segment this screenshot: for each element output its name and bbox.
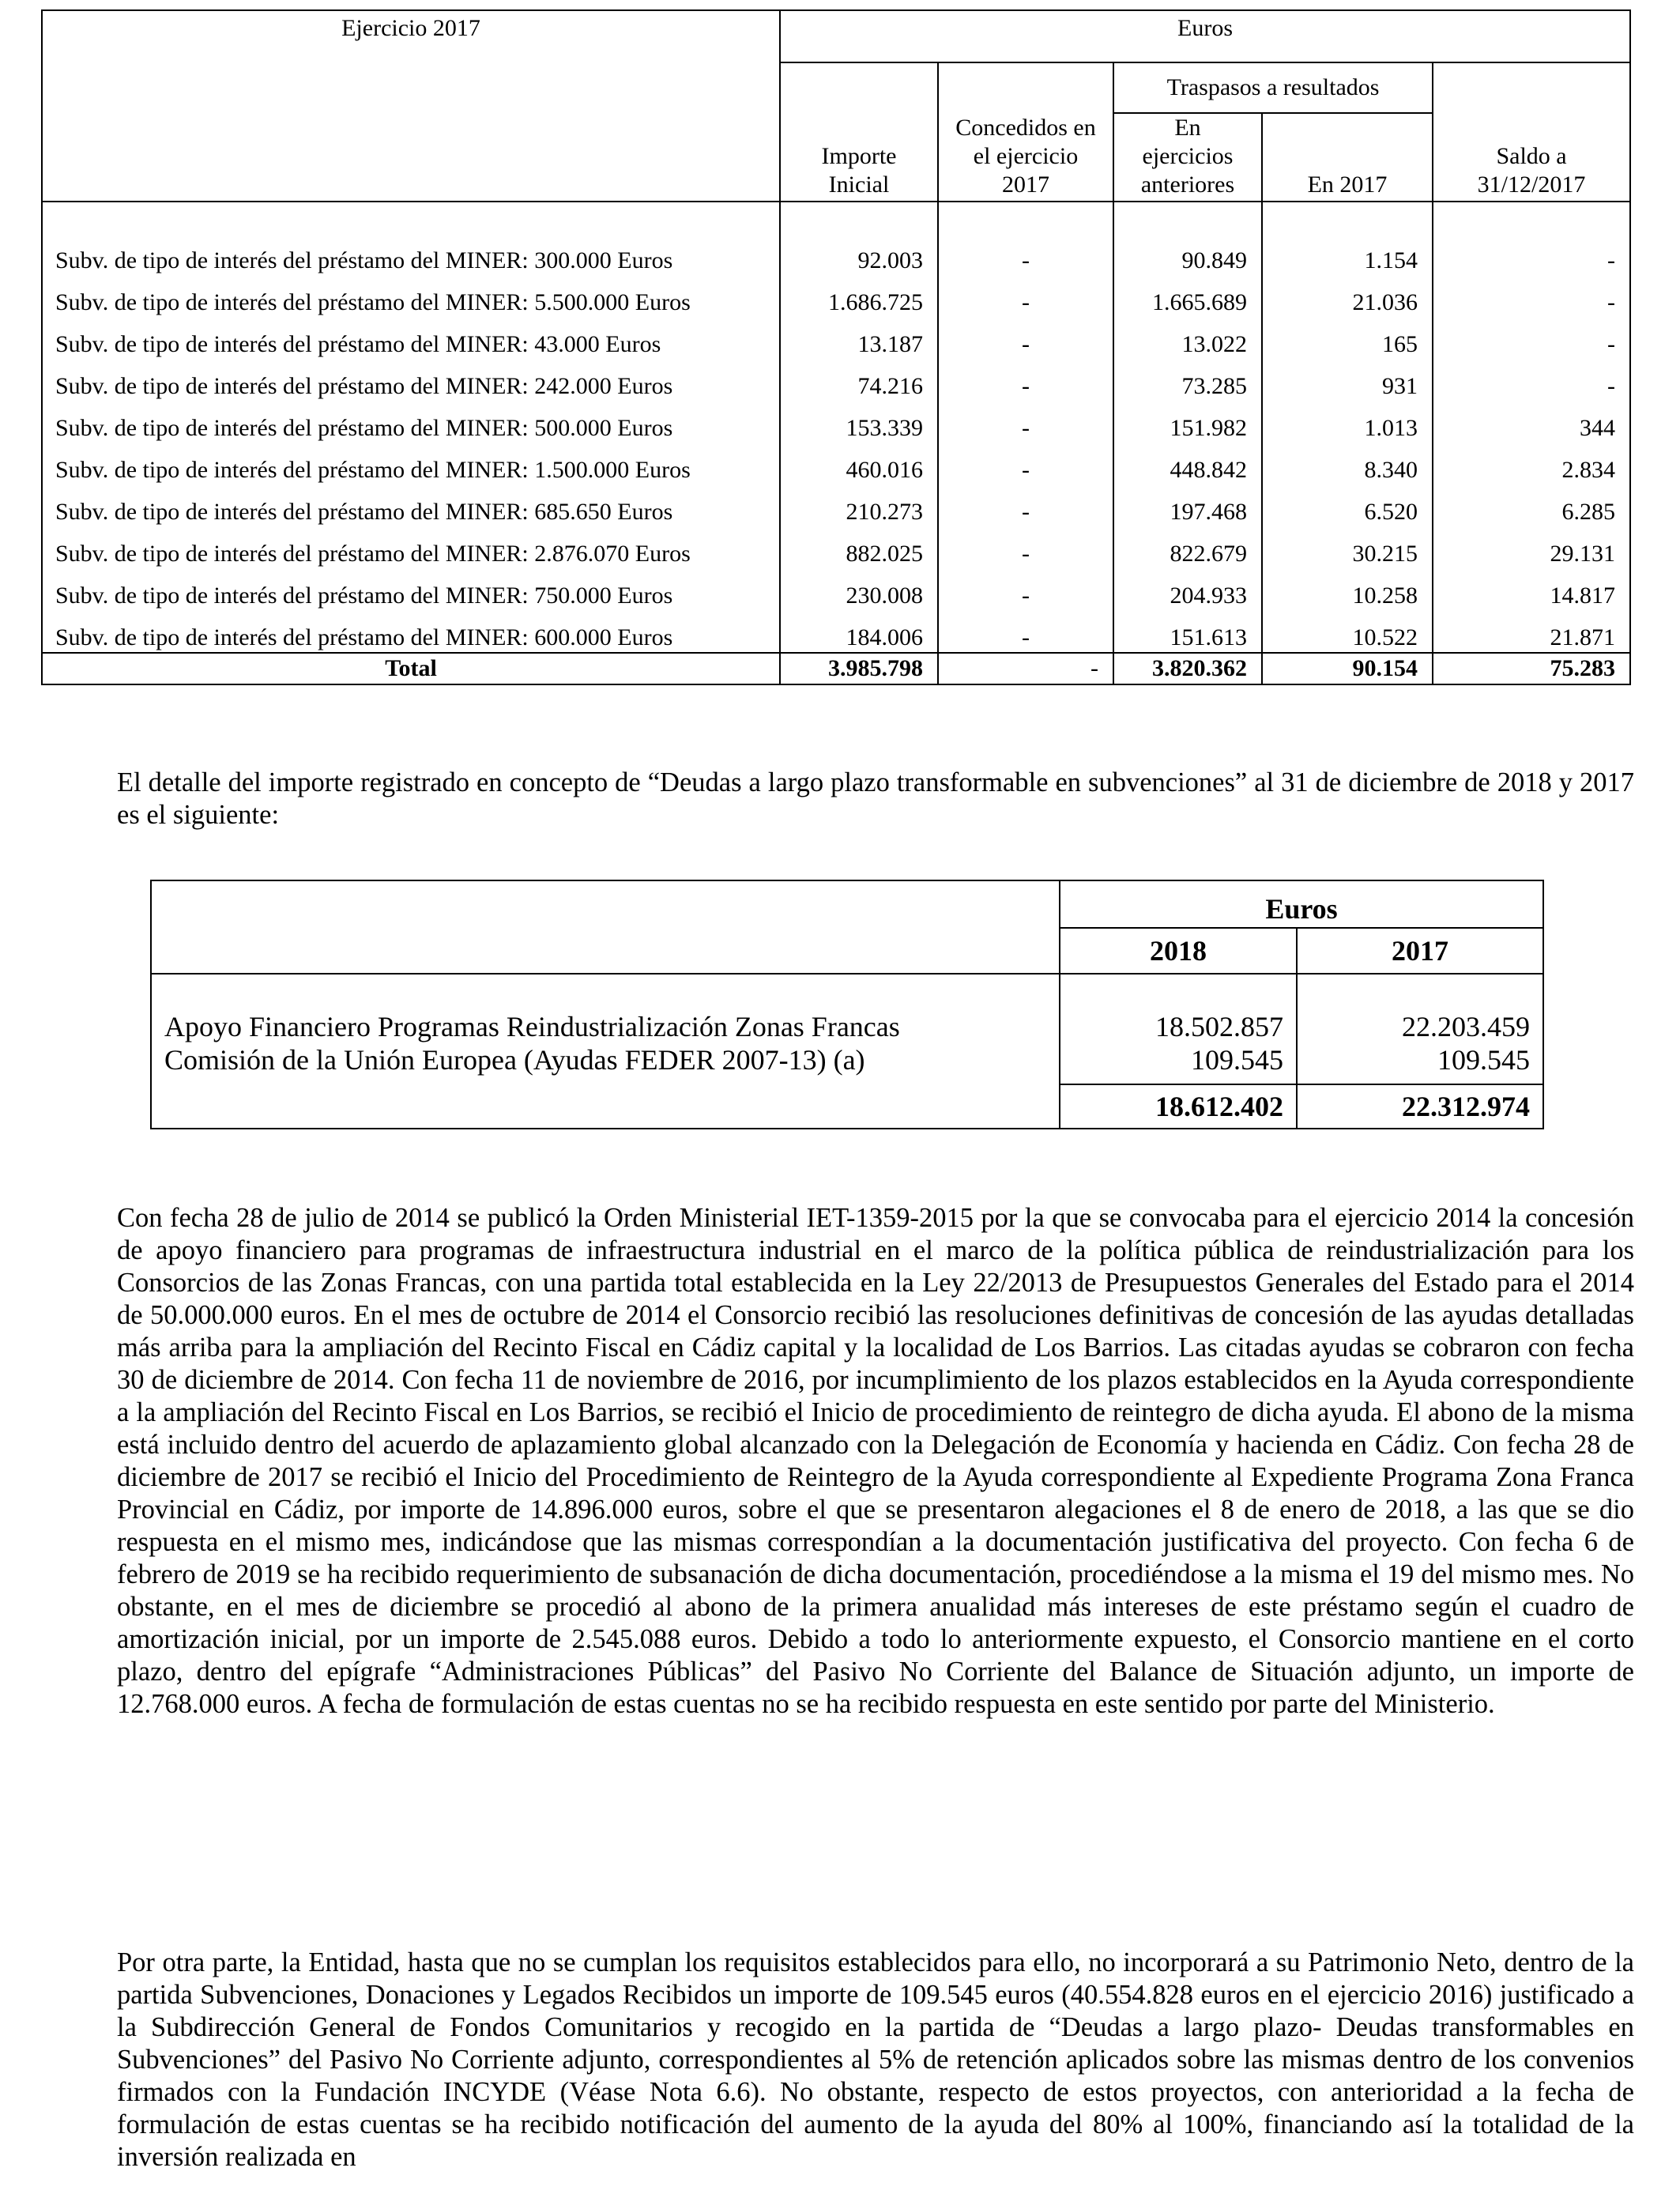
table-row: Subv. de tipo de interés del préstamo del MINER: 2.876.070 Euros 882.025 - 822.679 30.215 29.131 (42, 526, 1630, 568)
col-concedidos: Concedidos en el ejercicio 2017 (938, 62, 1113, 202)
table-row: Subv. de tipo de interés del préstamo del MINER: 685.650 Euros 210.273 - 197.468 6.520 6.285 (42, 484, 1630, 526)
table-row: Apoyo Financiero Programas Reindustrialización Zonas Francas 18.502.857 22.203.459 (151, 974, 1543, 1043)
col-2017: 2017 (1297, 928, 1543, 974)
col-ejercicios-anteriores: En ejercicios anteriores (1113, 113, 1262, 202)
table-total-row: Total 3.985.798 - 3.820.362 90.154 75.283 (42, 653, 1630, 684)
col-importe-inicial: Importe Inicial (780, 62, 938, 202)
table2-currency-header: Euros (1060, 880, 1543, 928)
debts-table (150, 880, 1544, 1129)
table1-title: Ejercicio 2017 (42, 10, 780, 202)
table-row: Subv. de tipo de interés del préstamo del MINER: 300.000 Euros 92.003 - 90.849 1.154 - (42, 233, 1630, 275)
col-2018: 2018 (1060, 928, 1297, 974)
subsidies-table-2017 (41, 9, 1631, 685)
table-row: Subv. de tipo de interés del préstamo del MINER: 600.000 Euros 184.006 - 151.613 10.522 21.871 (42, 610, 1630, 653)
col-saldo: Saldo a 31/12/2017 (1433, 62, 1630, 202)
table-row: Subv. de tipo de interés del préstamo del MINER: 43.000 Euros 13.187 - 13.022 165 - (42, 317, 1630, 359)
table-row: Subv. de tipo de interés del préstamo del MINER: 500.000 Euros 153.339 - 151.982 1.013 344 (42, 401, 1630, 443)
col-group-traspasos: Traspasos a resultados (1113, 62, 1433, 113)
table1-currency-header: Euros (780, 10, 1630, 62)
intro-paragraph: El detalle del importe registrado en concepto de “Deudas a largo plazo transformable en subvenciones” al 31 de diciembre de 2018 y 2017 es el siguiente: (117, 767, 1634, 830)
table-row: Comisión de la Unión Europea (Ayudas FEDER 2007-13) (a) 109.545 109.545 (151, 1043, 1543, 1084)
table-row: Subv. de tipo de interés del préstamo del MINER: 242.000 Euros 74.216 - 73.285 931 - (42, 359, 1630, 401)
table-row: Subv. de tipo de interés del préstamo del MINER: 1.500.000 Euros 460.016 - 448.842 8.340 2.834 (42, 443, 1630, 484)
table-row: Subv. de tipo de interés del préstamo del MINER: 5.500.000 Euros 1.686.725 - 1.665.689 21.036 - (42, 275, 1630, 317)
body-paragraph-patrimonio: Por otra parte, la Entidad, hasta que no se cumplan los requisitos establecidos para ello, no incorporará a su Patrimonio Neto, dentro de la partida Subvenciones, Donaciones y Legados Recibidos un importe de 109.545 euros (40.554.828 euros en el ejercicio 2016) justificado a la Subdirección General de Fondos Comunitarios y recogido en la partida de “Deudas a largo plazo- Deudas transformables en Subvenciones” del Pasivo No Corriente adjunto, correspondientes al 5% de retención aplicados sobre las mismas dentro de los convenios firmados con la Fundación INCYDE (Véase Nota 6.6). No obstante, respecto de estos proyectos, con anterioridad a la fecha de formulación de estas cuentas se ha recibido notificación del aumento de la ayuda del 80% al 100%, financiando así la totalidad de la inversión realizada en (117, 1947, 1634, 2172)
body-paragraph-reindustrialization: Con fecha 28 de julio de 2014 se publicó la Orden Ministerial IET-1359-2015 por la que se convocaba para el ejercicio 2014 la concesión de apoyo financiero para programas de infraestructura industrial en el marco de la política pública de reindustrialización para los Consorcios de las Zonas Francas, con una partida total establecida en la Ley 22/2013 de Presupuestos Generales del Estado para el 2014 de 50.000.000 euros. En el mes de octubre de 2014 el Consorcio recibió las resoluciones definitivas de concesión de las ayudas detalladas más arriba para la ampliación del Recinto Fiscal en Cádiz capital y la localidad de Los Barrios. Las citadas ayudas se cobraron con fecha 30 de diciembre de 2014. Con fecha 11 de noviembre de 2016, por incumplimiento de los plazos establecidos en la Ayuda correspondiente a la ampliación del Recinto Fiscal en Los Barrios, se recibió el Inicio de procedimiento de reintegro de dicha ayuda. El abono de la misma está incluido dentro del acuerdo de aplazamiento global alcanzado con la Delegación de Economía y hacienda en Cádiz. Con fecha 28 de diciembre de 2017 se recibió el Inicio del Procedimiento de Reintegro de la Ayuda correspondiente al Expediente Programa Zona Franca Provincial en Cádiz, por importe de 14.896.000 euros, sobre el que se presentaron alegaciones el 8 de enero de 2018, a las que se dio respuesta en el mismo mes, indicándose que las mismas correspondían a la documentación justificativa del proyecto. Con fecha 6 de febrero de 2019 se ha recibido requerimiento de subsanación de dicha documentación, procediéndose a la misma el 19 del mismo mes. No obstante, en el mes de diciembre se procedió al abono de la primera anualidad más intereses de este préstamo según el cuadro de amortización inicial, por un importe de 2.545.088 euros. Debido a todo lo anteriormente expuesto, el Consorcio mantiene en el corto plazo, dentro del epígrafe “Administraciones Públicas” del Pasivo No Corriente del Balance de Situación adjunto, un importe de 12.768.000 euros. A fecha de formulación de estas cuentas no se ha recibido respuesta en este sentido por parte del Ministerio. (117, 1203, 1634, 1719)
col-en-2017: En 2017 (1262, 113, 1433, 202)
table-row: Subv. de tipo de interés del préstamo del MINER: 750.000 Euros 230.008 - 204.933 10.258 14.817 (42, 568, 1630, 610)
table-total-row: 18.612.402 22.312.974 (151, 1084, 1543, 1129)
